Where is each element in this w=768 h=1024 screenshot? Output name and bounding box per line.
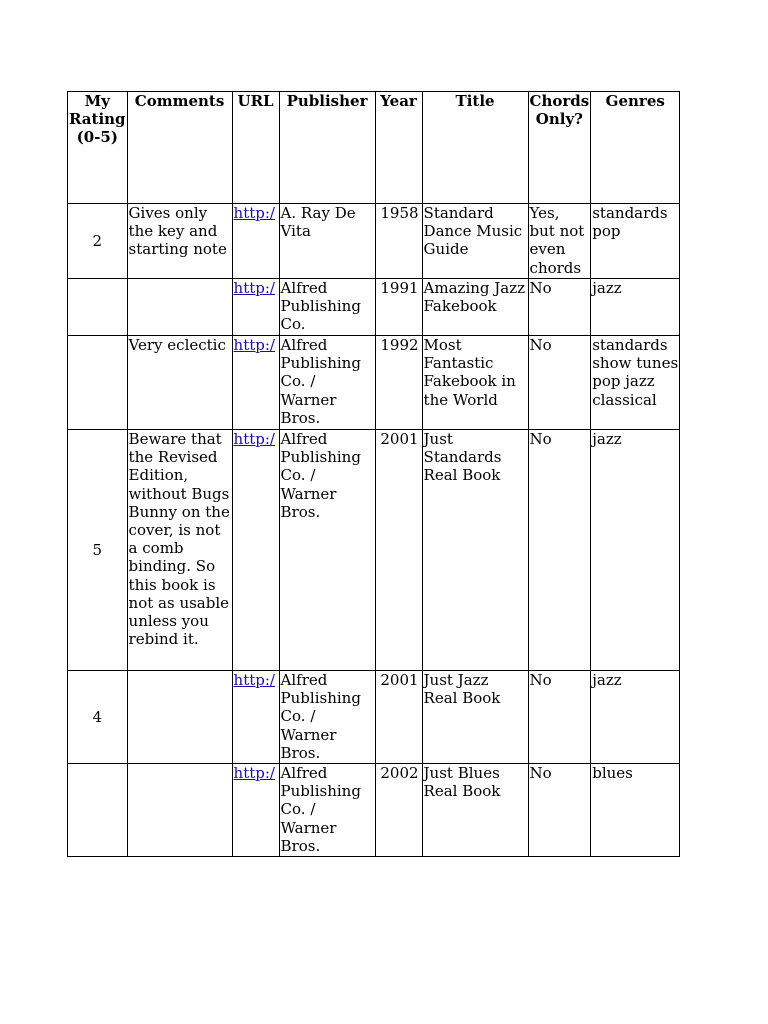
comments-cell: [127, 279, 232, 336]
url-link[interactable]: http:/: [233, 279, 275, 297]
chords-cell: No: [528, 430, 591, 671]
publisher-cell: Alfred Publishing Co. / Warner Bros.: [279, 671, 375, 764]
header-publisher: Publisher: [279, 92, 375, 204]
publisher-cell: Alfred Publishing Co. / Warner Bros.: [279, 430, 375, 671]
table-row: [68, 764, 680, 857]
rating-cell: 2: [68, 204, 128, 279]
header-comments: Comments: [127, 92, 232, 204]
comments-cell: [127, 764, 232, 857]
year-cell: 1991: [375, 279, 422, 336]
genres-cell: blues: [591, 764, 680, 857]
genres-cell: jazz: [591, 430, 680, 671]
genres-cell: jazz: [591, 671, 680, 764]
publisher-cell: A. Ray De Vita: [279, 204, 375, 279]
url-cell: [232, 764, 279, 857]
chords-cell: No: [528, 279, 591, 336]
header-url: URL: [232, 92, 279, 204]
header-rating: My Rating (0-5): [68, 92, 128, 204]
chords-cell: Yes, but not even chords: [528, 204, 591, 279]
title-cell: Just Standards Real Book: [422, 430, 528, 671]
url-cell: [232, 204, 279, 279]
comments-cell: Gives only the key and starting note: [127, 204, 232, 279]
year-cell: 1958: [375, 204, 422, 279]
rating-cell: 4: [68, 671, 128, 764]
comments-cell: [127, 671, 232, 764]
rating-cell: [68, 764, 128, 857]
url-link[interactable]: http:/: [233, 336, 275, 354]
table-row: [68, 671, 680, 764]
comments-cell: Beware that the Revised Edition, without Bugs Bunny on the cover, is not a comb binding. So this book is not as usable unless you rebind it.: [127, 430, 232, 671]
title-cell: Most Fantastic Fakebook in the World: [422, 336, 528, 430]
fakebook-table: [67, 91, 680, 857]
url-cell: [232, 671, 279, 764]
table-row: [68, 336, 680, 430]
title-cell: Just Jazz Real Book: [422, 671, 528, 764]
title-cell: Amazing Jazz Fakebook: [422, 279, 528, 336]
chords-cell: No: [528, 336, 591, 430]
url-cell: [232, 336, 279, 430]
header-chords-only: Chords Only?: [528, 92, 591, 204]
genres-cell: standards show tunes pop jazz classical: [591, 336, 680, 430]
rating-cell: 5: [68, 430, 128, 671]
table-row: [68, 430, 680, 671]
url-cell: [232, 279, 279, 336]
publisher-cell: Alfred Publishing Co.: [279, 279, 375, 336]
rating-cell: [68, 279, 128, 336]
title-cell: Standard Dance Music Guide: [422, 204, 528, 279]
title-cell: Just Blues Real Book: [422, 764, 528, 857]
genres-cell: standards pop: [591, 204, 680, 279]
table-row: [68, 279, 680, 336]
header-title: Title: [422, 92, 528, 204]
url-link[interactable]: http:/: [233, 671, 275, 689]
year-cell: 2002: [375, 764, 422, 857]
table-row: [68, 204, 680, 279]
comments-cell: Very eclectic: [127, 336, 232, 430]
publisher-cell: Alfred Publishing Co. / Warner Bros.: [279, 336, 375, 430]
url-link[interactable]: http:/: [233, 764, 275, 782]
chords-cell: No: [528, 671, 591, 764]
genres-cell: jazz: [591, 279, 680, 336]
url-link[interactable]: http:/: [233, 430, 275, 448]
year-cell: 2001: [375, 430, 422, 671]
header-year: Year: [375, 92, 422, 204]
url-link[interactable]: http:/: [233, 204, 275, 222]
chords-cell: No: [528, 764, 591, 857]
year-cell: 1992: [375, 336, 422, 430]
year-cell: 2001: [375, 671, 422, 764]
header-row: [68, 92, 680, 204]
rating-cell: [68, 336, 128, 430]
publisher-cell: Alfred Publishing Co. / Warner Bros.: [279, 764, 375, 857]
header-genres: Genres: [591, 92, 680, 204]
url-cell: [232, 430, 279, 671]
